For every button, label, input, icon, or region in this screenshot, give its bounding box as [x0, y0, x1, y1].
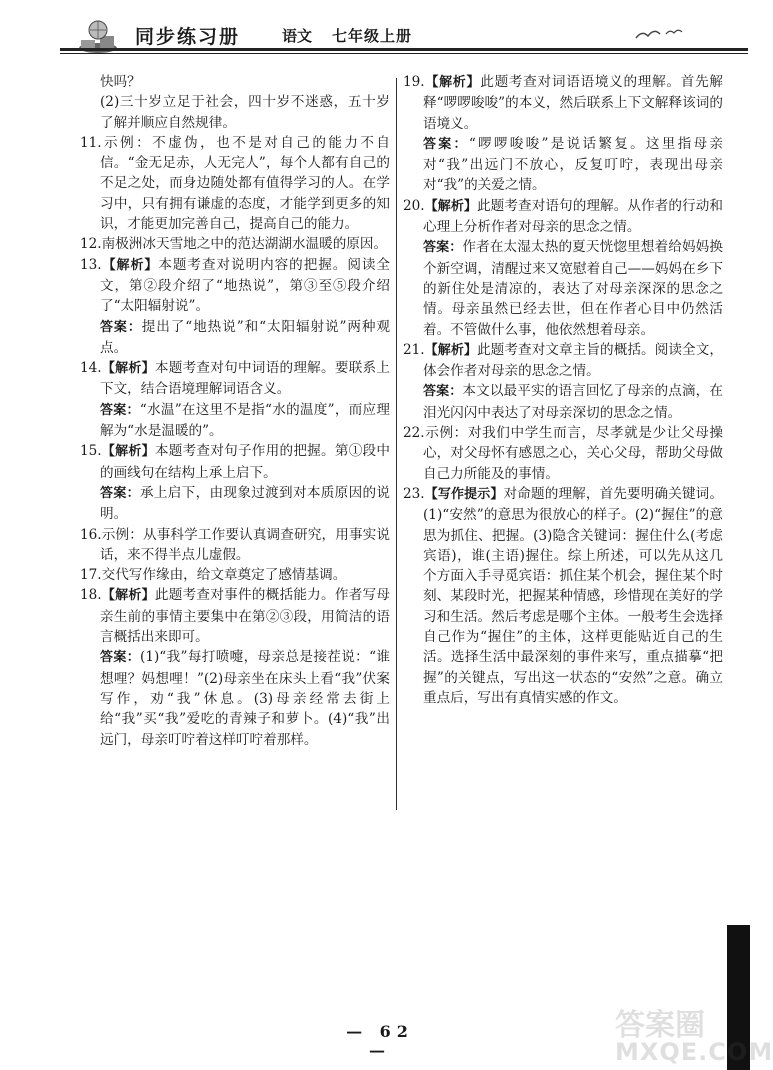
answer-block [80, 400, 390, 442]
body-text: “啰啰唆唆”是说话繁复。这里指母亲对“我”出远门不放心，反复叮咛，表现出母亲对“我”的关爱之情。 [423, 135, 723, 194]
question-number: 15. [80, 443, 102, 460]
answer-block [80, 647, 390, 749]
answer-block [403, 134, 723, 196]
analysis-tag: 【解析】 [424, 75, 481, 90]
question-number: 19. [403, 74, 425, 90]
birds-icon [632, 24, 692, 48]
book-title: 同步练习册 [135, 26, 241, 48]
answer-label: 答案： [100, 650, 141, 666]
answer-label: 答案： [423, 240, 463, 256]
question-number: 14. [80, 360, 102, 377]
question-number: 11. [80, 134, 102, 151]
body-text: 本题考查对句中词语的理解。要联系上下文，结合语境理解词语含义。 [100, 360, 390, 398]
answer-label: 答案： [423, 136, 469, 152]
body-text: 示例：从事科学工作要认真调查研究，用事实说话，来不得半点儿虚假。 [100, 526, 390, 563]
subject-label: 语文 [282, 27, 313, 45]
question-item [80, 234, 390, 254]
sub-answer [80, 92, 390, 133]
body-text: (2)三十岁立足于社会，四十岁不迷惑，五十岁了解并顺应自然规律。 [100, 94, 390, 131]
analysis-tag: 【解析】 [101, 588, 155, 604]
analysis-tag: 【解析】 [424, 342, 478, 358]
answer-label: 答案： [423, 384, 463, 400]
body-text: 作者在太湿太热的夏天恍惚里想着给妈妈换个新空调，清醒过来又宽慰着自己——妈妈在乡下的新住处是清凉的，表达了对母亲深深的思念之情。母亲虽然已经去世，但在作者心目中仍然活着。不管做什么事，他依然想着母亲。 [423, 239, 723, 338]
body-text: 承上启下，由现象过渡到对本质原因的说明。 [100, 484, 390, 523]
answer-block [80, 317, 390, 359]
body-text: 南极洲冰天雪地之中的范达湖湖水温暖的原因。 [101, 236, 388, 253]
body-text: 此题考查对文章主旨的概括。阅读全文，体会作者对母亲的思念之情。 [423, 341, 723, 380]
analysis-tag: 【解析】 [101, 361, 155, 377]
answer-label: 答案： [100, 485, 140, 501]
question-item [80, 441, 390, 483]
body-text: (1)“我”每打喷嚏，母亲总是接茬说：“谁想哩？妈想哩！”(2)母亲坐在床头上看“我”伏案写作，劝“我”休息。(3)母亲经常去街上给“我”买“我”爱吃的青辣子和萝卜。(4)“我”出远门，母亲叮咛着这样叮咛着那样。 [100, 649, 390, 748]
body-text: 此题考查对词语语境义的理解。首先解释“啰啰唆唆”的本义，然后联系上下文解释该词的语境义。 [423, 74, 723, 132]
question-number: 13. [80, 256, 102, 273]
right-column [403, 72, 723, 708]
question-number: 17. [80, 567, 102, 584]
grade-label: 七年级上册 [332, 27, 413, 45]
answer-label: 答案： [100, 319, 142, 335]
analysis-tag: 【解析】 [424, 198, 478, 214]
question-number: 23. [403, 485, 425, 502]
column-divider [396, 78, 397, 810]
answer-block [403, 381, 723, 423]
answer-block [403, 237, 723, 339]
question-item [80, 565, 390, 585]
body-text: 提出了“地热说”和“太阳辐射说”两种观点。 [100, 318, 390, 356]
question-number: 16. [80, 526, 102, 543]
body-text: 此题考查对事件的概括能力。作者写母亲生前的事情主要集中在第②③段，用简洁的语言概括出来即可。 [100, 587, 390, 646]
body-text: 本文以最平实的语言回忆了母亲的点滴，在泪光闪闪中表达了对母亲深切的思念之情。 [423, 383, 723, 421]
body-text: 此题考查对语句的理解。从作者的行动和心理上分析作者对母亲的思念之情。 [423, 197, 723, 236]
body-text: 本题考查对句子作用的把握。第①段中的画线句在结构上承上启下。 [100, 443, 390, 481]
page-header [0, 0, 750, 70]
body-text: 交代写作缘由，给文章奠定了感情基调。 [101, 567, 347, 584]
body-text: 对命题的理解，首先要明确关键词。(1)“安然”的意思为很放心的样子。(2)“握住”的意思为抓住、把握。(3)隐含关键词：握住什么(考虑宾语)，谁(主语)握住。综上所述，可以先从这几个方面入手寻觅宾语：抓住某个机会，握住某个时刻、某段时光，把握某种情感，珍惜现在美好的学习和生活。然后考虑是哪个主体。一般考生会选择自己作为“握住”的主体，这样更能贴近自己的生活。选择生活中最深刻的事件来写，重点描摹“把握”的关键点，写出这一状态的“安然”之意。确立重点后，写出有真情实感的作文。 [423, 485, 723, 706]
body-text: 快吗？ [100, 74, 141, 90]
analysis-tag: 【解析】 [101, 444, 155, 460]
question-item [80, 133, 390, 234]
question-item [80, 585, 390, 647]
question-number: 12. [80, 236, 102, 253]
left-column [80, 72, 390, 750]
question-item [403, 423, 723, 484]
header-rule-thin [60, 53, 748, 54]
continued-text [80, 72, 390, 92]
question-number: 20. [403, 197, 425, 214]
question-item [80, 358, 390, 400]
question-number: 18. [80, 587, 102, 604]
page-number: — 62 — [346, 1022, 414, 1060]
question-item [80, 525, 390, 566]
body-text: 本题考查对说明内容的把握。阅读全文，第②段介绍了“地热说”，第③至⑤段介绍了“太阳辐射说”。 [100, 256, 390, 315]
body-text: 示例：对我们中学生而言，尽孝就是少让父母操心，对父母怀有感恩之心，关心父母，帮助父母做自己力所能及的事情。 [423, 425, 723, 482]
analysis-tag: 【写作提示】 [424, 486, 504, 502]
watermark-url: MXQE.COM [615, 1038, 773, 1066]
question-item [403, 340, 723, 382]
question-item [403, 72, 723, 134]
watermark-logo [615, 1000, 773, 1070]
body-text: 示例：不虚伪，也不是对自己的能力不自信。“金无足赤，人无完人”，每个人都有自己的不足之处，而身边随处都有值得学习的人。在学习中，只有拥有谦虚的态度，才能学到更多的知识，才能更加完善自己，提高自己的能力。 [100, 134, 390, 233]
analysis-tag: 【解析】 [101, 257, 159, 273]
question-number: 22. [403, 425, 425, 442]
question-item [403, 196, 723, 238]
question-number: 21. [403, 341, 425, 358]
answer-block [80, 483, 390, 525]
header-rule [60, 48, 748, 51]
watermark-text: 答案圈 [615, 1008, 705, 1043]
body-text: “水温”在这里不是指“水的温度”，而应理解为“水是温暖的”。 [100, 401, 390, 440]
question-item [403, 484, 723, 708]
answer-label: 答案： [100, 402, 140, 418]
question-item [80, 255, 390, 317]
